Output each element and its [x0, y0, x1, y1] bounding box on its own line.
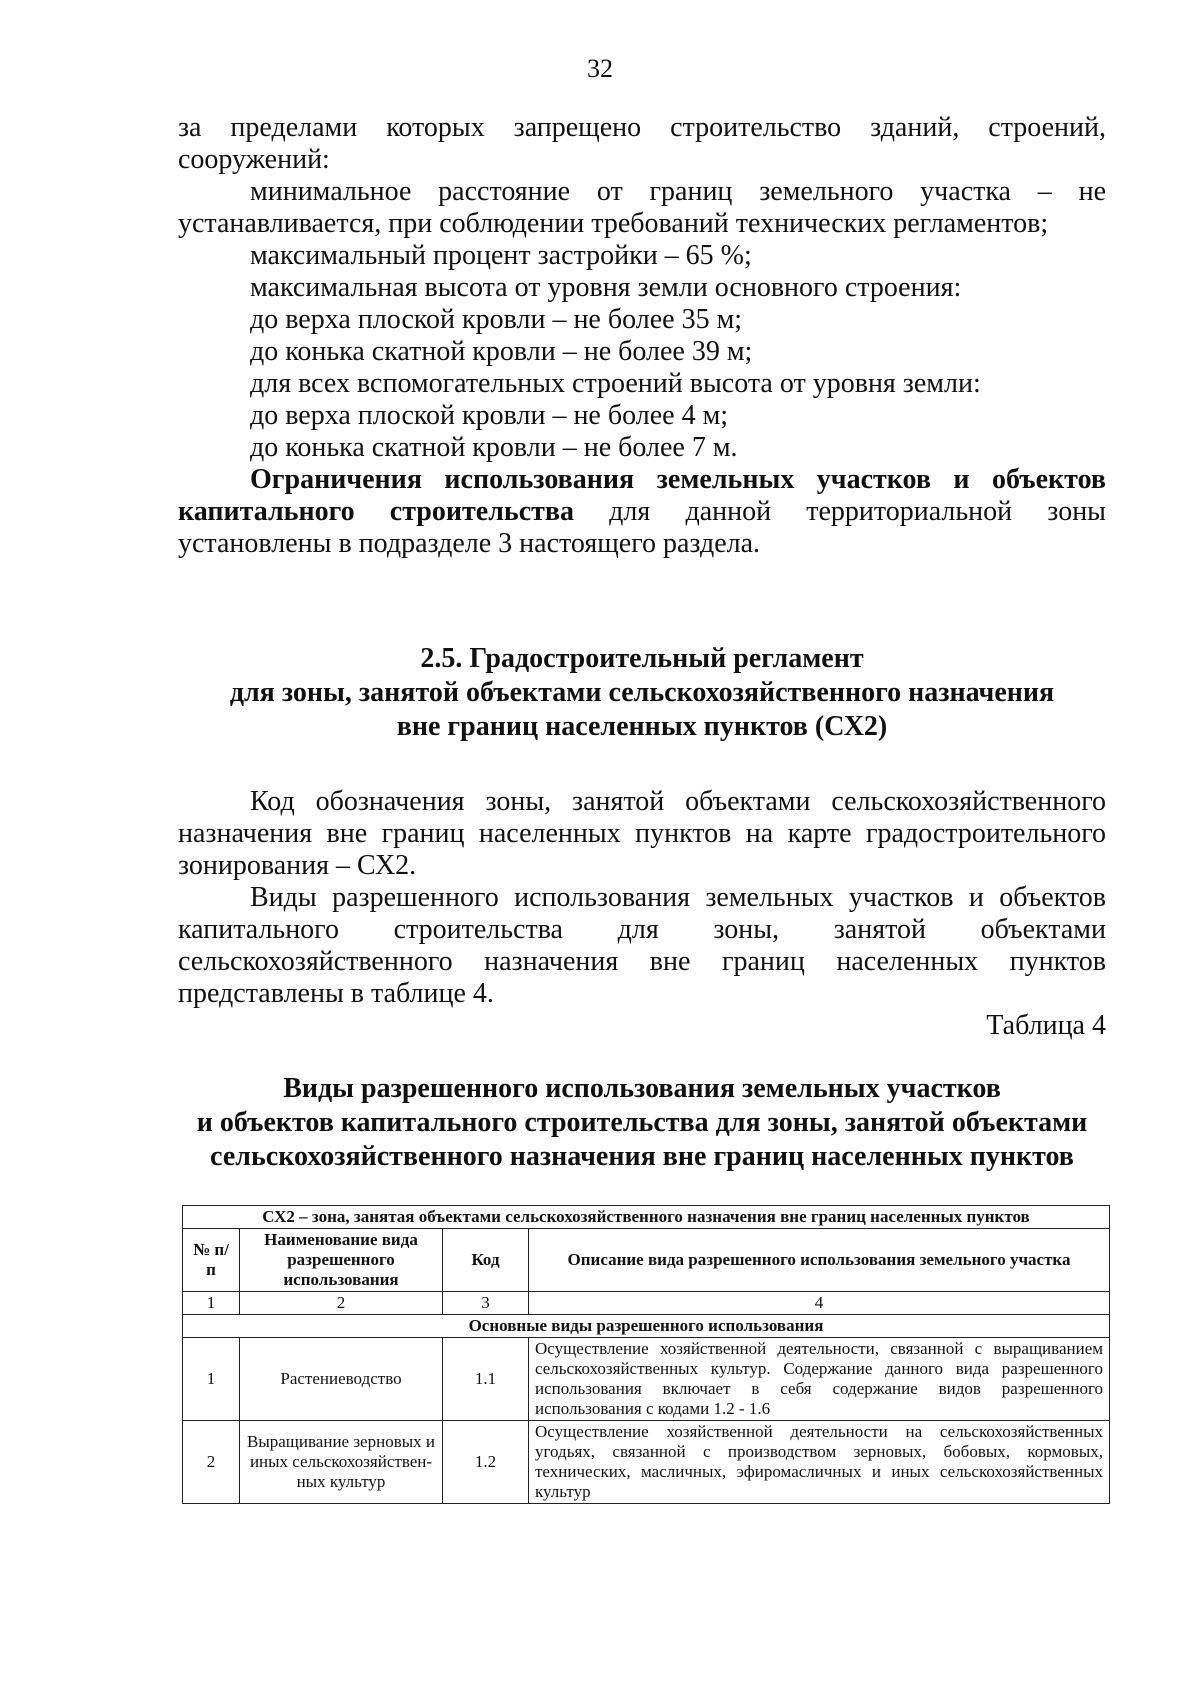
row-description: Осуществление хозяйственной деятельности, связанной с выращиванием сельскохозяйственных культур. Содержание данного вида разрешенного использования включает в себя содержание видов разрешенного использования с кодами 1.2 - 1.6 [529, 1338, 1110, 1421]
permitted-uses-table-wrap [182, 1205, 1110, 1504]
row-code: 1.1 [443, 1338, 529, 1421]
column-header-description: Описание вида разрешенного использования земельного участка [529, 1229, 1110, 1292]
row-code: 1.2 [443, 1421, 529, 1504]
zone-header: СХ2 – зона, занятая объектами сельскохозяйственного назначения вне границ населенных пунктов [183, 1206, 1110, 1229]
zone-header-row [183, 1206, 1110, 1229]
intro-block [178, 112, 1106, 560]
table-row [183, 1338, 1110, 1421]
intro-item: для всех вспомогательных строений высота от уровня земли: [250, 368, 981, 399]
column-header-number: № п/п [183, 1229, 240, 1292]
table-title [178, 1072, 1106, 1174]
section-heading [178, 642, 1106, 744]
table-label: Таблица 4 [986, 1010, 1106, 1041]
group-row [183, 1315, 1110, 1338]
section-heading-line-1: 2.5. Градостроительный регламент [420, 643, 864, 674]
intro-paragraph-1: за пределами которых запрещено строительство зданий, строений, сооружений: [178, 112, 1106, 175]
restriction-bold-text: Ограничения использования земельных участков и объектов капитального строительства [178, 464, 1106, 527]
column-header-code: Код [443, 1229, 529, 1292]
column-index: 2 [240, 1292, 443, 1315]
table-title-line-2: и объектов капитального строительства для зоны, занятой объектами [196, 1107, 1088, 1138]
section-heading-line-2: для зоны, занятой объектами сельскохозяйственного назначения [229, 677, 1055, 708]
body-block [178, 786, 1106, 1042]
restriction-paragraph [178, 464, 1106, 560]
row-name: Выращивание зерновых и иных сельскохозяйствен-ных культур [240, 1421, 443, 1504]
intro-item: до верха плоской кровли – не более 35 м; [250, 304, 743, 335]
page-number: 32 [587, 54, 613, 83]
restriction-text: для данной территориальной зоны установлены в подразделе 3 настоящего раздела. [178, 496, 1106, 559]
row-name: Растениеводство [240, 1338, 443, 1421]
body-paragraph-1: Код обозначения зоны, занятой объектами сельскохозяйственного назначения вне границ населенных пунктов на карте градостроительного зонирования – СХ2. [178, 786, 1106, 881]
column-index: 1 [183, 1292, 240, 1315]
table-row [183, 1421, 1110, 1504]
table-title-line-1: Виды разрешенного использования земельных участков [283, 1073, 1001, 1104]
intro-item: до конька скатной кровли – не более 39 м; [250, 336, 753, 367]
intro-item: до верха плоской кровли – не более 4 м; [250, 400, 729, 431]
intro-item: максимальный процент застройки – 65 %; [250, 240, 752, 271]
intro-item: до конька скатной кровли – не более 7 м. [250, 432, 738, 463]
body-paragraph-2: Виды разрешенного использования земельных участков и объектов капитального строительства для зоны, занятой объектами сельскохозяйственного назначения вне границ населенных пунктов представлены в таблице 4. [178, 882, 1106, 1009]
group-basic-uses: Основные виды разрешенного использования [183, 1315, 1110, 1338]
column-header-row [183, 1229, 1110, 1292]
intro-item: максимальная высота от уровня земли основного строения: [250, 272, 962, 303]
row-number: 2 [183, 1421, 240, 1504]
column-index: 4 [529, 1292, 1110, 1315]
row-number: 1 [183, 1338, 240, 1421]
column-index: 3 [443, 1292, 529, 1315]
section-heading-line-3: вне границ населенных пунктов (СХ2) [396, 711, 888, 742]
table-title-line-3: сельскохозяйственного назначения вне границ населенных пунктов [210, 1141, 1074, 1172]
column-header-name: Наименование вида разрешенного использования [240, 1229, 443, 1292]
intro-paragraph-2: минимальное расстояние от границ земельного участка – не устанавливается, при соблюдении требований технических регламентов; [178, 176, 1106, 239]
permitted-uses-table [182, 1205, 1110, 1504]
column-index-row [183, 1292, 1110, 1315]
row-description: Осуществление хозяйственной деятельности на сельскохозяйственных угодьях, связанной с производством зерновых, бобовых, кормовых, технических, масличных, эфиромасличных и иных сельскохозяйственных культур [529, 1421, 1110, 1504]
